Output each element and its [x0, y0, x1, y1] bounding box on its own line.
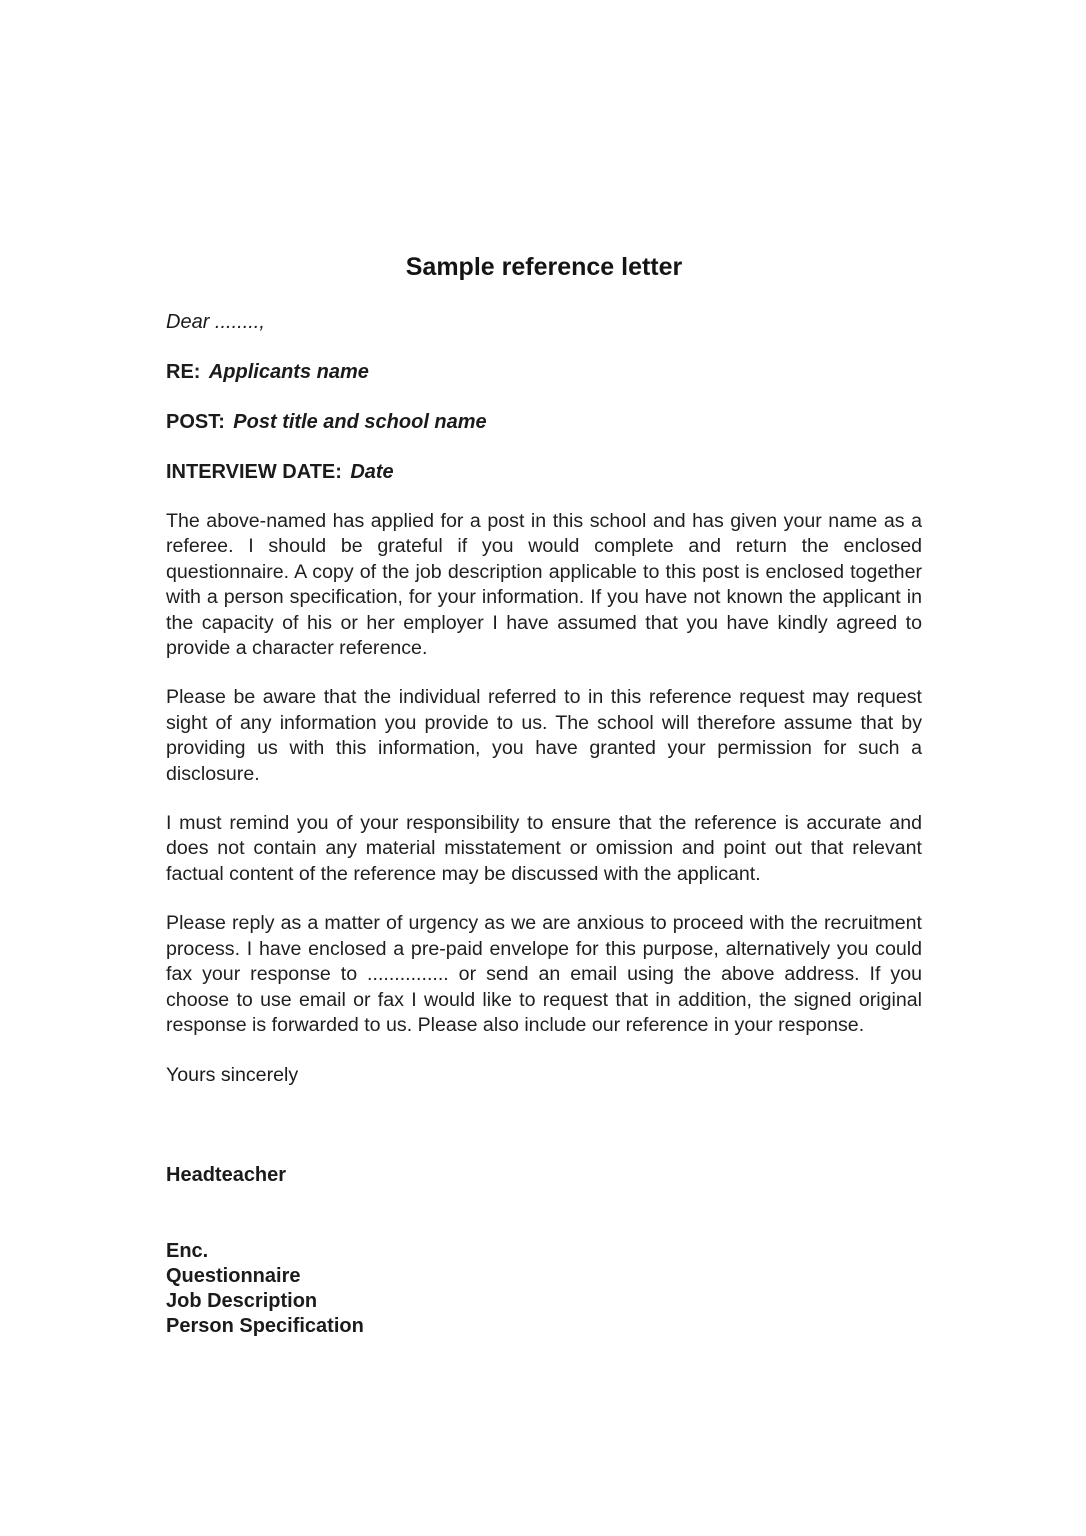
- enclosure-item-job-description: Job Description: [166, 1290, 318, 1313]
- post-label: POST:: [166, 411, 225, 433]
- paragraph-responsibility-reminder: I must remind you of your responsibility to ensure that the reference is accurate and does not contain any material misstatement or omission and point out that relevant factual content of the reference may be discussed with the applicant.: [166, 812, 922, 885]
- post-line: [166, 410, 922, 435]
- letter-content: [166, 0, 922, 1339]
- document-title: Sample reference letter: [405, 253, 683, 281]
- paragraph-reply-urgency: Please reply as a matter of urgency as we are anxious to proceed with the recruitment process. I have enclosed a pre-paid envelope for this purpose, alternatively you could fax your response to ............... or send an email using the above address. If you choose to use email or fax I would like to request that in addition, the signed original response is forwarded to us. Please also include our reference in your response.: [166, 912, 922, 1036]
- interview-date-value: Date: [350, 461, 394, 483]
- signature-role: Headteacher: [166, 1164, 287, 1187]
- enclosures-block: [166, 1239, 922, 1339]
- closing-line: Yours sincerely: [166, 1064, 299, 1087]
- re-label: RE:: [166, 361, 201, 383]
- enclosure-item-person-specification: Person Specification: [166, 1315, 364, 1338]
- paragraph-applied-for-post: The above-named has applied for a post in this school and has given your name as a referee. I should be grateful if you would complete and return the enclosed questionnaire. A copy of the job description applicable to this post is enclosed together with a person specification, for your information. If you have not known the applicant in the capacity of his or her employer I have assumed that you have kindly agreed to provide a character reference.: [166, 510, 922, 660]
- re-value: Applicants name: [208, 361, 369, 383]
- salutation-line: Dear ........,: [166, 311, 265, 333]
- enclosure-item-questionnaire: Questionnaire: [166, 1265, 301, 1288]
- paragraph-disclosure-notice: Please be aware that the individual referred to in this reference request may request sight of any information you provide to us. The school will therefore assume that by providing us with this information, you have granted your permission for such a disclosure.: [166, 686, 922, 785]
- post-value: Post title and school name: [233, 411, 487, 433]
- re-line: [166, 360, 922, 385]
- enclosure-heading: Enc.: [166, 1240, 209, 1263]
- interview-date-label: INTERVIEW DATE:: [166, 461, 342, 483]
- interview-date-line: [166, 460, 922, 485]
